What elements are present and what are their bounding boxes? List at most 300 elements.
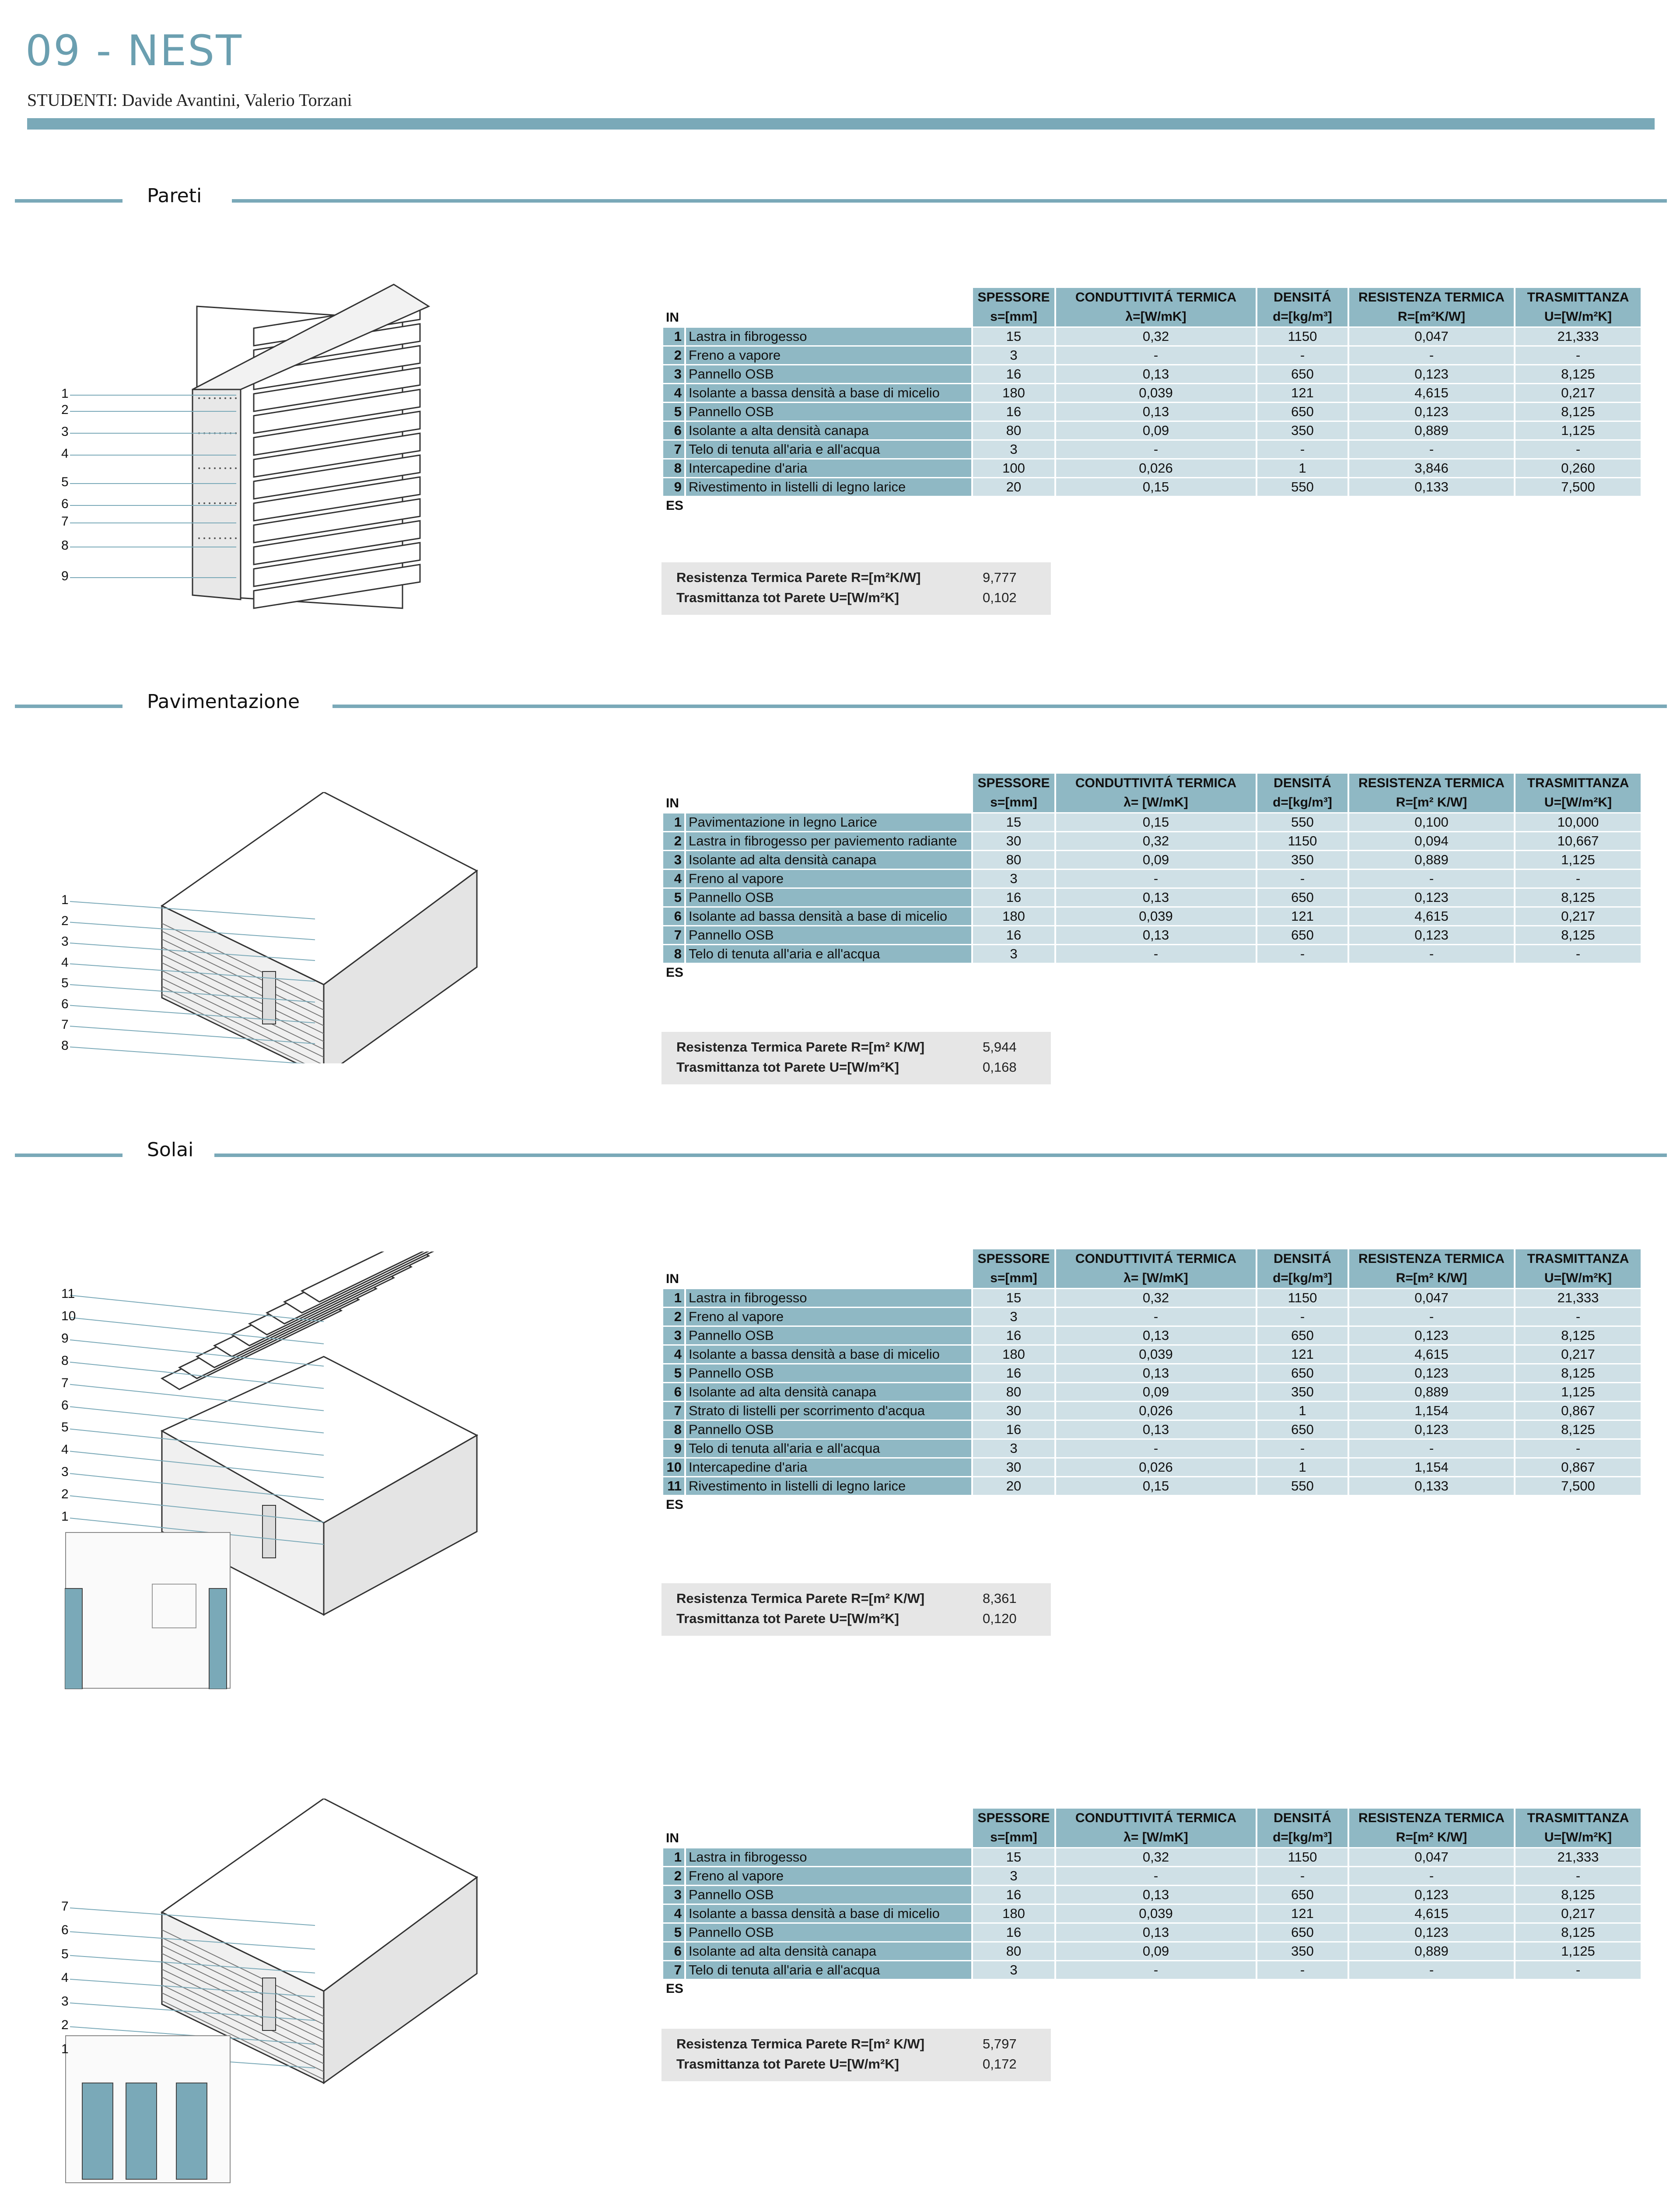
summary-value: 0,168 — [983, 1059, 1017, 1075]
column-title: CONDUTTIVITÁ TERMICA — [1075, 1811, 1237, 1825]
column-header — [973, 1809, 1054, 1847]
table-row — [663, 1402, 1641, 1420]
layer-value: 4,615 — [1349, 908, 1514, 925]
layer-value: - — [1056, 1440, 1256, 1457]
layer-value: - — [1516, 1440, 1641, 1457]
layer-number: 3 — [663, 1886, 684, 1904]
summary-row — [662, 1037, 1051, 1057]
layer-value: 1150 — [1257, 328, 1348, 345]
column-title: DENSITÁ — [1274, 1252, 1331, 1266]
column-unit: R=[m² K/W] — [1396, 795, 1467, 810]
layer-value: 30 — [973, 832, 1054, 850]
layer-value: 1150 — [1257, 832, 1348, 850]
layer-number: 11 — [663, 1477, 684, 1495]
layer-number-label: 1 — [61, 893, 69, 907]
layers-table — [662, 1248, 1642, 1515]
layer-value: - — [1516, 1961, 1641, 1979]
layer-value: 8,125 — [1516, 1364, 1641, 1382]
layer-value: 0,32 — [1056, 832, 1256, 850]
table-row — [663, 1364, 1641, 1382]
column-header — [973, 288, 1054, 326]
layer-name: Isolante a bassa densità a base di micelio — [686, 384, 971, 402]
column-unit: R=[m² K/W] — [1396, 1271, 1467, 1285]
layer-name: Freno al vapore — [686, 1308, 971, 1325]
table-row — [663, 1421, 1641, 1438]
layer-number-label: 4 — [61, 1442, 69, 1457]
summary-value: 5,797 — [983, 2036, 1017, 2051]
axonometric-drawing — [44, 792, 481, 1063]
layer-number: 5 — [663, 403, 684, 421]
layer-number-label: 8 — [61, 1038, 69, 1053]
layer-value: 16 — [973, 1886, 1054, 1904]
layer-value: 0,13 — [1056, 926, 1256, 944]
layer-number: 9 — [663, 478, 684, 496]
layer-value: 0,123 — [1349, 1364, 1514, 1382]
table-header-row — [663, 1809, 1641, 1847]
layer-value: 0,047 — [1349, 1289, 1514, 1307]
layer-number-label: 4 — [61, 1970, 69, 1985]
column-header — [1516, 288, 1641, 326]
section-line — [15, 199, 122, 203]
layer-value: - — [1349, 870, 1514, 887]
layer-value: - — [1257, 870, 1348, 887]
layer-name: Isolante a alta densità canapa — [686, 422, 971, 439]
layer-value: 0,13 — [1056, 1421, 1256, 1438]
layer-value: 0,13 — [1056, 365, 1256, 383]
layer-number: 5 — [663, 889, 684, 906]
layer-value: 1 — [1257, 1402, 1348, 1420]
layer-number-label: 3 — [61, 1465, 69, 1480]
table-row — [663, 813, 1641, 831]
layer-value: 80 — [973, 422, 1054, 439]
section-title: Pavimentazione — [147, 691, 300, 713]
layer-value: 21,333 — [1516, 328, 1641, 345]
column-title: RESISTENZA TERMICA — [1358, 1252, 1505, 1266]
layer-name: Isolante ad alta densità canapa — [686, 851, 971, 869]
layer-number: 5 — [663, 1364, 684, 1382]
layer-value: 0,13 — [1056, 1364, 1256, 1382]
layer-number-label: 11 — [61, 1287, 75, 1301]
students-line: STUDENTI: Davide Avantini, Valerio Torzani — [27, 90, 352, 110]
layer-value: 8,125 — [1516, 1924, 1641, 1941]
layer-value: 350 — [1257, 1383, 1348, 1401]
layer-name: Pannello OSB — [686, 889, 971, 906]
layer-value: 10,000 — [1516, 813, 1641, 831]
column-title: TRASMITTANZA — [1527, 776, 1629, 790]
section-line — [332, 705, 1667, 708]
column-unit: d=[kg/m³] — [1273, 1830, 1332, 1844]
layer-value: 8,125 — [1516, 926, 1641, 944]
layer-value: 650 — [1257, 1886, 1348, 1904]
layer-number-label: 7 — [61, 514, 69, 529]
layer-number: 1 — [663, 328, 684, 345]
layer-value: 3 — [973, 441, 1054, 458]
layer-value: 1150 — [1257, 1848, 1348, 1866]
layer-value: - — [1257, 1961, 1348, 1979]
column-title: CONDUTTIVITÁ TERMICA — [1075, 776, 1237, 790]
column-header — [973, 774, 1054, 812]
layer-value: - — [1349, 1867, 1514, 1885]
layer-number: 3 — [663, 851, 684, 869]
layer-value: 180 — [973, 1905, 1054, 1922]
column-unit: U=[W/m²K] — [1544, 309, 1612, 324]
layer-number: 2 — [663, 1308, 684, 1325]
layer-name: Isolante ad alta densità canapa — [686, 1383, 971, 1401]
layer-value: 16 — [973, 365, 1054, 383]
layer-value: 0,047 — [1349, 328, 1514, 345]
column-unit: d=[kg/m³] — [1273, 795, 1332, 810]
layer-value: 0,889 — [1349, 422, 1514, 439]
layer-value: 650 — [1257, 1364, 1348, 1382]
layer-number: 7 — [663, 926, 684, 944]
layer-name: Pannello OSB — [686, 403, 971, 421]
layer-value: 180 — [973, 1346, 1054, 1363]
layer-value: 0,217 — [1516, 1905, 1641, 1922]
layer-number-label: 6 — [61, 1398, 69, 1413]
layer-value: 121 — [1257, 908, 1348, 925]
layer-value: 0,15 — [1056, 1477, 1256, 1495]
layer-value: - — [1349, 1961, 1514, 1979]
layer-name: Pannello OSB — [686, 365, 971, 383]
layer-name: Lastra in fibrogesso per paviemento radiante — [686, 832, 971, 850]
layer-value: - — [1516, 1867, 1641, 1885]
layer-number: 7 — [663, 1961, 684, 1979]
layer-number-label: 3 — [61, 1994, 69, 2009]
layer-number: 8 — [663, 459, 684, 477]
column-header — [1056, 774, 1256, 812]
layer-number: 3 — [663, 365, 684, 383]
layer-value: 8,125 — [1516, 365, 1641, 383]
column-header — [1516, 774, 1641, 812]
layer-value: 0,133 — [1349, 1477, 1514, 1495]
layer-name: Pannello OSB — [686, 1327, 971, 1344]
summary-label: Trasmittanza tot Parete U=[W/m²K] — [676, 590, 900, 605]
layer-name: Lastra in fibrogesso — [686, 1289, 971, 1307]
layer-number-label: 6 — [61, 497, 69, 511]
column-unit: R=[m² K/W] — [1396, 1830, 1467, 1844]
table-row — [663, 908, 1641, 925]
layer-value: 0,123 — [1349, 1886, 1514, 1904]
layer-value: - — [1257, 1867, 1348, 1885]
layer-value: - — [1516, 441, 1641, 458]
layer-value: 0,026 — [1056, 1402, 1256, 1420]
layer-value: 0,867 — [1516, 1402, 1641, 1420]
layer-value: 121 — [1257, 384, 1348, 402]
layer-value: - — [1257, 1440, 1348, 1457]
layer-number: 2 — [663, 832, 684, 850]
inside-tag: IN — [666, 796, 679, 810]
layer-value: 16 — [973, 403, 1054, 421]
column-title: RESISTENZA TERMICA — [1358, 1811, 1505, 1825]
layer-value: 21,333 — [1516, 1848, 1641, 1866]
thermal-summary-box — [662, 2029, 1051, 2081]
layer-value: - — [1516, 945, 1641, 963]
layer-value: 1,154 — [1349, 1402, 1514, 1420]
column-header — [1056, 288, 1256, 326]
layer-value: 0,15 — [1056, 813, 1256, 831]
summary-value: 0,120 — [983, 1611, 1017, 1626]
layer-number: 6 — [663, 908, 684, 925]
layer-value: 180 — [973, 908, 1054, 925]
layer-name: Lastra in fibrogesso — [686, 1848, 971, 1866]
layer-value: 1,125 — [1516, 851, 1641, 869]
column-header — [1257, 1809, 1348, 1847]
column-unit: U=[W/m²K] — [1544, 1830, 1612, 1844]
layer-value: 0,217 — [1516, 908, 1641, 925]
layer-number: 4 — [663, 1905, 684, 1922]
section-line — [214, 1154, 1667, 1157]
layer-value: 650 — [1257, 1327, 1348, 1344]
layer-name: Pavimentazione in legno Larice — [686, 813, 971, 831]
column-header — [1349, 774, 1514, 812]
layer-name: Telo di tenuta all'aria e all'acqua — [686, 441, 971, 458]
layer-name: Freno a vapore — [686, 347, 971, 364]
layer-value: - — [1056, 1961, 1256, 1979]
floor-plan-drawing — [65, 2035, 231, 2184]
layer-number: 10 — [663, 1459, 684, 1476]
layer-value: 8,125 — [1516, 1421, 1641, 1438]
layer-value: 15 — [973, 328, 1054, 345]
layer-value: 3 — [973, 1440, 1054, 1457]
layer-value: 3 — [973, 1961, 1054, 1979]
layer-number-label: 7 — [61, 1017, 69, 1032]
layer-number-label: 1 — [61, 1509, 69, 1524]
layer-number-label: 8 — [61, 538, 69, 553]
layer-number-label: 4 — [61, 446, 69, 461]
layer-value: 1,125 — [1516, 1383, 1641, 1401]
axonometric-drawing — [44, 280, 481, 621]
layer-number-label: 5 — [61, 475, 69, 489]
layer-value: - — [1257, 347, 1348, 364]
summary-label: Resistenza Termica Parete R=[m² K/W] — [676, 1591, 925, 1606]
layer-value: 0,123 — [1349, 889, 1514, 906]
layer-value: 21,333 — [1516, 1289, 1641, 1307]
layer-value: 0,13 — [1056, 1886, 1256, 1904]
table-row — [663, 1346, 1641, 1363]
layer-name: Isolante a bassa densità a base di micelio — [686, 1905, 971, 1922]
column-unit: λ= [W/mK] — [1124, 1830, 1188, 1844]
page-title: 09 - NEST — [25, 26, 243, 75]
summary-value: 9,777 — [983, 570, 1017, 585]
layer-value: 16 — [973, 1924, 1054, 1941]
summary-row — [662, 1609, 1051, 1629]
layer-number: 6 — [663, 1383, 684, 1401]
layer-value: 20 — [973, 1477, 1054, 1495]
outside-row — [663, 1496, 1641, 1514]
layer-value: 16 — [973, 889, 1054, 906]
summary-label: Resistenza Termica Parete R=[m² K/W] — [676, 1039, 925, 1055]
layer-value: 0,13 — [1056, 889, 1256, 906]
layer-value: 0,889 — [1349, 1383, 1514, 1401]
layer-value: 1150 — [1257, 1289, 1348, 1307]
layer-value: 1,125 — [1516, 1943, 1641, 1960]
layer-name: Pannello OSB — [686, 1364, 971, 1382]
layer-number: 4 — [663, 1346, 684, 1363]
summary-row — [662, 568, 1051, 588]
column-unit: λ=[W/mK] — [1125, 309, 1186, 324]
column-header — [1349, 1809, 1514, 1847]
column-unit: s=[mm] — [990, 309, 1037, 324]
table-row — [663, 1383, 1641, 1401]
layer-name: Freno al vapore — [686, 870, 971, 887]
table-row — [663, 1924, 1641, 1941]
layer-value: 550 — [1257, 813, 1348, 831]
layer-value: 8,125 — [1516, 889, 1641, 906]
layer-value: 121 — [1257, 1346, 1348, 1363]
layer-value: 0,32 — [1056, 328, 1256, 345]
layer-value: 0,094 — [1349, 832, 1514, 850]
column-unit: R=[m²K/W] — [1397, 309, 1466, 324]
column-title: RESISTENZA TERMICA — [1358, 776, 1505, 790]
layer-value: 8,125 — [1516, 403, 1641, 421]
layer-name: Telo di tenuta all'aria e all'acqua — [686, 1440, 971, 1457]
column-unit: U=[W/m²K] — [1544, 795, 1612, 810]
layer-name: Isolante a bassa densità a base di micelio — [686, 1346, 971, 1363]
layer-value: 0,09 — [1056, 851, 1256, 869]
table-row — [663, 347, 1641, 364]
layer-value: 80 — [973, 1383, 1054, 1401]
layer-value: - — [1056, 870, 1256, 887]
column-title: SPESSORE — [977, 776, 1050, 790]
layer-value: 0,09 — [1056, 1383, 1256, 1401]
layer-number: 9 — [663, 1440, 684, 1457]
layer-value: 0,039 — [1056, 384, 1256, 402]
layer-number: 4 — [663, 384, 684, 402]
layer-value: 0,867 — [1516, 1459, 1641, 1476]
layer-number-label: 2 — [61, 1487, 69, 1502]
section-title: Pareti — [147, 185, 202, 207]
column-header — [1257, 288, 1348, 326]
layer-value: 16 — [973, 1421, 1054, 1438]
layer-number-label: 3 — [61, 424, 69, 439]
summary-value: 8,361 — [983, 1591, 1017, 1606]
layer-value: 4,615 — [1349, 1346, 1514, 1363]
outside-row — [663, 497, 1641, 515]
outside-tag: ES — [666, 965, 684, 980]
layer-value: 16 — [973, 926, 1054, 944]
thermal-summary-box — [662, 1032, 1051, 1084]
layer-number-label: 10 — [61, 1308, 76, 1323]
layer-name: Strato di listelli per scorrimento d'acqua — [686, 1402, 971, 1420]
layer-value: - — [1056, 1308, 1256, 1325]
layer-value: 0,32 — [1056, 1289, 1256, 1307]
layer-value: 550 — [1257, 478, 1348, 496]
layer-number-label: 1 — [61, 386, 69, 401]
table-row — [663, 1943, 1641, 1960]
column-header — [973, 1249, 1054, 1288]
column-title: RESISTENZA TERMICA — [1358, 290, 1505, 305]
layer-number: 7 — [663, 441, 684, 458]
outside-tag: ES — [666, 1981, 684, 1996]
layer-number-label: 7 — [61, 1899, 69, 1914]
summary-row — [662, 1588, 1051, 1609]
outside-row — [663, 964, 1641, 982]
layer-name: Pannello OSB — [686, 926, 971, 944]
layer-value: 1,125 — [1516, 422, 1641, 439]
layer-value: 7,500 — [1516, 478, 1641, 496]
layer-number: 1 — [663, 1289, 684, 1307]
layer-value: 0,026 — [1056, 459, 1256, 477]
table-row — [663, 1905, 1641, 1922]
layer-value: 30 — [973, 1459, 1054, 1476]
layer-number-label: 2 — [61, 2018, 69, 2033]
column-header — [1349, 1249, 1514, 1288]
summary-value: 5,944 — [983, 1039, 1017, 1055]
section-line — [232, 199, 1667, 203]
column-unit: λ= [W/mK] — [1124, 1271, 1188, 1285]
layer-value: 650 — [1257, 926, 1348, 944]
inside-tag: IN — [666, 1272, 679, 1286]
table-row — [663, 945, 1641, 963]
column-unit: s=[mm] — [990, 1271, 1037, 1285]
layer-name: Isolante ad alta densità canapa — [686, 1943, 971, 1960]
layer-value: 3 — [973, 1867, 1054, 1885]
layer-value: 80 — [973, 1943, 1054, 1960]
layer-value: 0,889 — [1349, 851, 1514, 869]
layer-number-label: 9 — [61, 1331, 69, 1346]
layer-value: 350 — [1257, 1943, 1348, 1960]
layer-number-label: 7 — [61, 1375, 69, 1390]
layer-number-label: 6 — [61, 996, 69, 1011]
layer-value: - — [1056, 347, 1256, 364]
layer-value: 350 — [1257, 422, 1348, 439]
layer-name: Rivestimento in listelli di legno larice — [686, 1477, 971, 1495]
layer-value: 0,123 — [1349, 1327, 1514, 1344]
table-row — [663, 328, 1641, 345]
layer-number: 4 — [663, 870, 684, 887]
layer-value: 0,13 — [1056, 1327, 1256, 1344]
layer-value: 0,123 — [1349, 1421, 1514, 1438]
column-title: DENSITÁ — [1274, 776, 1331, 790]
layer-value: 3 — [973, 870, 1054, 887]
summary-label: Resistenza Termica Parete R=[m² K/W] — [676, 2036, 925, 2051]
layers-table — [662, 772, 1642, 983]
column-title: CONDUTTIVITÁ TERMICA — [1075, 290, 1237, 305]
column-header — [1257, 1249, 1348, 1288]
column-header — [1349, 288, 1514, 326]
layer-name: Pannello OSB — [686, 1924, 971, 1941]
layer-value: 16 — [973, 1327, 1054, 1344]
layer-name: Isolante ad bassa densità a base di micelio — [686, 908, 971, 925]
layer-value: 8,125 — [1516, 1327, 1641, 1344]
layer-name: Lastra in fibrogesso — [686, 328, 971, 345]
layer-value: 4,615 — [1349, 384, 1514, 402]
column-unit: d=[kg/m³] — [1273, 1271, 1332, 1285]
layer-value: 0,100 — [1349, 813, 1514, 831]
outside-tag: ES — [666, 1497, 684, 1512]
layer-number: 3 — [663, 1327, 684, 1344]
table-row — [663, 1867, 1641, 1885]
table-row — [663, 1308, 1641, 1325]
column-title: DENSITÁ — [1274, 290, 1331, 305]
layer-value: 15 — [973, 1289, 1054, 1307]
layer-name: Pannello OSB — [686, 1886, 971, 1904]
layer-value: 0,217 — [1516, 1346, 1641, 1363]
table-row — [663, 384, 1641, 402]
layer-number: 5 — [663, 1924, 684, 1941]
table-row — [663, 1289, 1641, 1307]
outside-row — [663, 1980, 1641, 1998]
layer-value: 0,133 — [1349, 478, 1514, 496]
layer-value: 16 — [973, 1364, 1054, 1382]
layer-value: 3 — [973, 945, 1054, 963]
layer-number: 1 — [663, 813, 684, 831]
layer-number-label: 5 — [61, 1420, 69, 1435]
layer-value: 0,026 — [1056, 1459, 1256, 1476]
summary-row — [662, 1057, 1051, 1077]
layer-value: - — [1056, 945, 1256, 963]
column-title: TRASMITTANZA — [1527, 290, 1629, 305]
